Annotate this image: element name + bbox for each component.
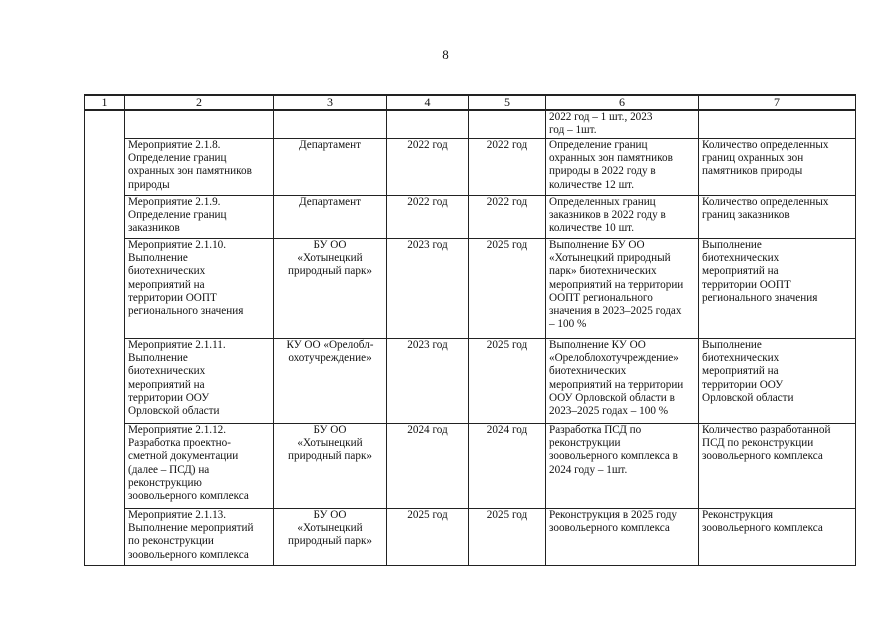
indicator-cell: Разработка ПСД по реконструкции зоовольерного комплекса в 2024 году – 1шт. xyxy=(546,424,699,509)
column-header-4: 4 xyxy=(387,95,469,110)
indicator-cell: Определенных границ заказников в 2022 году в количестве 10 шт. xyxy=(546,196,699,239)
end-year-cell: 2025 год xyxy=(469,239,546,339)
activity-cell: Мероприятие 2.1.11. Выполнение биотехнических мероприятий на территории ООУ Орловской области xyxy=(125,339,274,424)
end-year-cell: 2022 год xyxy=(469,139,546,196)
column-header-5: 5 xyxy=(469,95,546,110)
end-year-cell: 2025 год xyxy=(469,339,546,424)
executor-cell: Департамент xyxy=(274,139,387,196)
result-cell: Количество определенных границ охранных зон памятников природы xyxy=(699,139,856,196)
column-header-7: 7 xyxy=(699,95,856,110)
table-row xyxy=(85,110,856,139)
indicator-cell: 2022 год – 1 шт., 2023 год – 1шт. xyxy=(546,110,699,139)
table-row xyxy=(85,339,856,424)
activity-cell: Мероприятие 2.1.9. Определение границ заказников xyxy=(125,196,274,239)
result-cell: Выполнение биотехнических мероприятий на территории ООПТ регионального значения xyxy=(699,239,856,339)
start-year-cell: 2022 год xyxy=(387,196,469,239)
indicator-cell: Выполнение КУ ОО «Орелоблохотучреждение» биотехнических мероприятий на территории ООУ Орловской области в 2023–2025 годах – 100 % xyxy=(546,339,699,424)
activity-cell: Мероприятие 2.1.8. Определение границ охранных зон памятников природы xyxy=(125,139,274,196)
result-cell xyxy=(699,110,856,139)
table-row xyxy=(85,509,856,566)
end-year-cell: 2025 год xyxy=(469,509,546,566)
indicator-cell: Выполнение БУ ОО «Хотынецкий природный парк» биотехнических мероприятий на территории ООПТ регионального значения в 2023–2025 годах – 100 % xyxy=(546,239,699,339)
column-header-1: 1 xyxy=(85,95,125,110)
table-row xyxy=(85,139,856,196)
column-header-3: 3 xyxy=(274,95,387,110)
page-number: 8 xyxy=(442,47,449,62)
executor-cell: БУ ОО «Хотынецкий природный парк» xyxy=(274,509,387,566)
executor-cell: БУ ОО «Хотынецкий природный парк» xyxy=(274,239,387,339)
start-year-cell: 2024 год xyxy=(387,424,469,509)
activity-cell xyxy=(125,110,274,139)
column-header-6: 6 xyxy=(546,95,699,110)
column-header-2: 2 xyxy=(125,95,274,110)
end-year-cell: 2022 год xyxy=(469,196,546,239)
start-year-cell xyxy=(387,110,469,139)
measures-table xyxy=(84,94,856,566)
executor-cell xyxy=(274,110,387,139)
result-cell: Количество разработанной ПСД по реконструкции зоовольерного комплекса xyxy=(699,424,856,509)
end-year-cell: 2024 год xyxy=(469,424,546,509)
activity-cell: Мероприятие 2.1.12. Разработка проектно- сметной документации (далее – ПСД) на реконструкцию зоовольерного комплекса xyxy=(125,424,274,509)
table-row xyxy=(85,239,856,339)
executor-cell: БУ ОО «Хотынецкий природный парк» xyxy=(274,424,387,509)
start-year-cell: 2023 год xyxy=(387,339,469,424)
result-cell: Количество определенных границ заказников xyxy=(699,196,856,239)
table-row xyxy=(85,424,856,509)
executor-cell: Департамент xyxy=(274,196,387,239)
executor-cell: КУ ОО «Орелобл- охотучреждение» xyxy=(274,339,387,424)
indicator-cell: Определение границ охранных зон памятников природы в 2022 году в количестве 12 шт. xyxy=(546,139,699,196)
result-cell: Реконструкция зоовольерного комплекса xyxy=(699,509,856,566)
activity-cell: Мероприятие 2.1.13. Выполнение мероприятий по реконструкции зоовольерного комплекса xyxy=(125,509,274,566)
header-row xyxy=(85,95,856,110)
activity-cell: Мероприятие 2.1.10. Выполнение биотехнических мероприятий на территории ООПТ регионального значения xyxy=(125,239,274,339)
section-number-cell xyxy=(85,110,125,566)
result-cell: Выполнение биотехнических мероприятий на территории ООУ Орловской области xyxy=(699,339,856,424)
indicator-cell: Реконструкция в 2025 году зоовольерного комплекса xyxy=(546,509,699,566)
start-year-cell: 2022 год xyxy=(387,139,469,196)
start-year-cell: 2023 год xyxy=(387,239,469,339)
table-row xyxy=(85,196,856,239)
start-year-cell: 2025 год xyxy=(387,509,469,566)
end-year-cell xyxy=(469,110,546,139)
